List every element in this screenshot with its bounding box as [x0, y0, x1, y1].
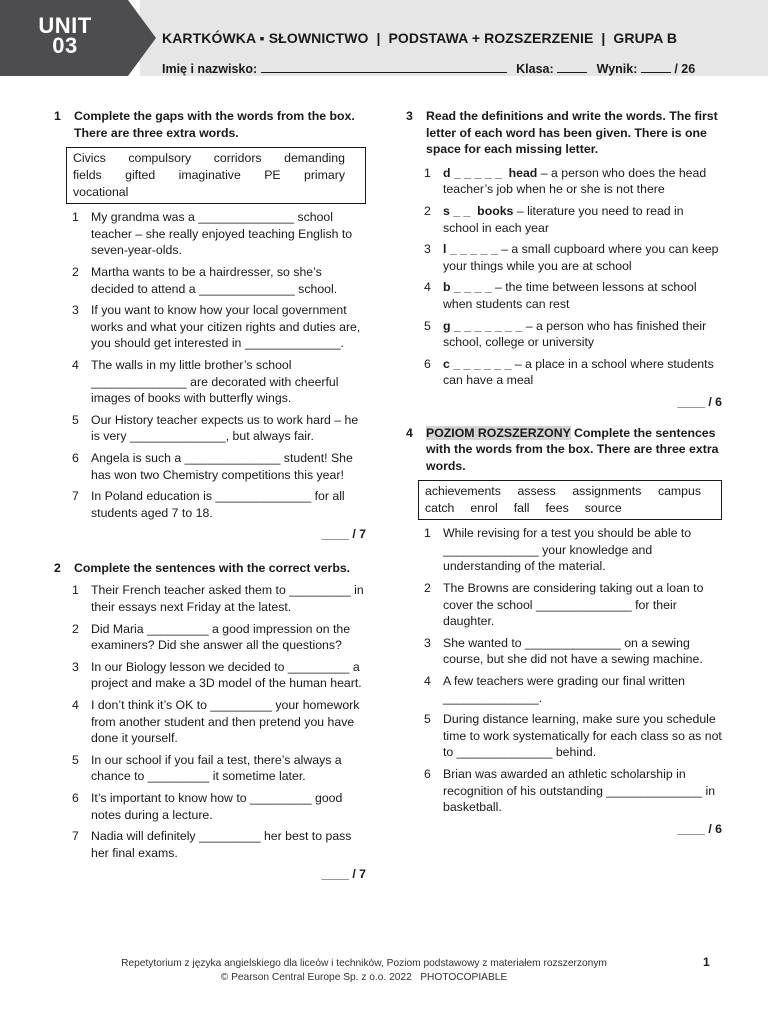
task-1-word-box	[66, 147, 366, 204]
class-label: Klasa:	[516, 62, 554, 76]
extended-level-badge: POZIOM ROZSZERZONY	[426, 425, 571, 440]
item-text: In Poland education is ______________ for all students aged 7 to 18.	[91, 489, 345, 520]
item-number: 5	[72, 752, 79, 767]
item-number: 2	[72, 621, 79, 636]
item-text: The Browns are considering taking out a loan to cover the school ______________ for their daughter.	[443, 581, 704, 629]
unit-label	[20, 13, 110, 58]
word-box-word: fields	[73, 168, 102, 183]
left-column	[54, 108, 366, 883]
task-4-instruction: Complete the sentences with the words from the box. There are three extra words.	[426, 425, 719, 473]
task-3-number: 3	[406, 109, 413, 123]
item-text: I don’t think it’s OK to _________ your homework from another student and then pretend you have done it yourself.	[91, 698, 360, 746]
exercise-item	[72, 209, 366, 259]
task-4-instruction-block	[426, 425, 722, 475]
item-text: She wanted to ______________ on a sewing course, but she did not have a sewing machine.	[443, 635, 703, 667]
word-box-word: fall	[513, 501, 530, 516]
task-4-score: ____ / 6	[677, 821, 722, 836]
word-box-word: primary	[303, 168, 345, 183]
task-4	[406, 425, 722, 838]
footer	[0, 957, 728, 985]
item-number: 4	[72, 357, 79, 372]
task-1-instruction: Complete the gaps with the words from the box. There are three extra words.	[74, 109, 355, 140]
worksheet-title: KARTKÓWKA ▪ SŁOWNICTWO | PODSTAWA + ROZSZERZENIE | GRUPA B	[162, 30, 678, 46]
word-box-word: enrol	[470, 501, 498, 516]
item-text: In our school if you fail a test, there’s always a chance to _________ it sometime later.	[91, 752, 342, 784]
exercise-item	[72, 752, 366, 785]
item-number: 1	[424, 165, 431, 180]
page-number: 1	[703, 955, 710, 969]
item-hint-word: s _ _ books	[443, 203, 514, 218]
task-2-instruction: Complete the sentences with the correct verbs.	[74, 560, 351, 575]
class-field[interactable]	[557, 61, 587, 73]
item-number: 1	[72, 583, 79, 598]
item-number: 3	[424, 242, 431, 257]
task-3-items	[406, 165, 722, 389]
item-number: 1	[424, 526, 431, 541]
item-number: 2	[424, 203, 431, 218]
item-number: 6	[72, 791, 79, 805]
exercise-item	[72, 412, 366, 445]
item-text: In our Biology lesson we decided to _________ a project and make a 3D model of the human heart.	[91, 659, 362, 691]
item-text: It’s important to know how to _________ good notes during a lecture.	[91, 791, 343, 822]
word-box-word: corridors	[213, 151, 262, 166]
task-1-items	[54, 209, 366, 521]
word-box-word: source	[584, 501, 622, 516]
item-number: 5	[72, 412, 79, 427]
exercise-item	[424, 766, 722, 816]
exercise-item	[424, 580, 722, 630]
word-box-word: demanding	[284, 151, 345, 166]
item-text: If you want to know how your local government works and what your citizen rights and duties are, you should get interested in ______________.	[91, 303, 361, 351]
unit-label-text: UNIT	[38, 13, 92, 38]
item-number: 2	[424, 581, 431, 596]
word-box-row	[73, 167, 359, 184]
item-text: My grandma was a ______________ school teacher – she really enjoyed teaching English to seven-year-olds.	[91, 210, 353, 258]
item-number: 7	[72, 829, 79, 844]
task-3-score: ____ / 6	[677, 394, 722, 409]
task-2-score: ____ / 7	[321, 867, 366, 882]
word-box-word: catch	[425, 501, 455, 516]
item-number: 6	[424, 767, 431, 781]
item-text: While revising for a test you should be able to ______________ your knowledge and understanding of the material.	[443, 526, 692, 574]
score-label: Wynik:	[596, 62, 638, 76]
task-4-items	[406, 525, 722, 816]
task-2-items	[54, 582, 366, 861]
item-definition: – the time between lessons at school when students can rest	[443, 280, 697, 311]
item-definition: – a person who does the head teacher’s job when he or she is not there	[443, 165, 707, 197]
item-number: 3	[72, 659, 79, 674]
exercise-item	[424, 241, 722, 274]
word-box-row	[73, 184, 359, 201]
exercise-item	[72, 582, 366, 615]
task-1-heading	[54, 108, 366, 141]
exercise-item	[424, 165, 722, 198]
item-definition: – a small cupboard where you can keep your things while you are at school	[443, 242, 719, 273]
word-box-word: PE	[264, 168, 281, 183]
exercise-item	[72, 488, 366, 521]
item-text	[443, 318, 722, 351]
word-box-word: assess	[517, 484, 556, 499]
exercise-item	[424, 203, 722, 236]
item-text	[443, 356, 722, 389]
word-box-row	[73, 150, 359, 167]
task-1-score: ____ / 7	[321, 527, 366, 542]
word-box-word: gifted	[125, 168, 156, 183]
item-hint-word: g _ _ _ _ _ _ _	[443, 318, 523, 333]
word-box-row	[425, 500, 715, 517]
item-definition: – a place in a school where students can have a meal	[443, 356, 714, 388]
exercise-item	[72, 450, 366, 483]
item-text	[443, 165, 722, 198]
item-text: A few teachers were grading our final written ______________.	[443, 674, 685, 705]
word-box-word: Civics	[73, 151, 106, 166]
task-2-heading	[54, 560, 366, 577]
item-text: During distance learning, make sure you schedule time to work systematically for each class so as not to ______________ behind.	[443, 712, 722, 760]
item-hint-word: d _ _ _ _ _ head	[443, 165, 538, 180]
item-text: Martha wants to be a hairdresser, so she’s decided to attend a ______________ school.	[91, 264, 338, 296]
task-4-heading	[406, 425, 722, 475]
item-number: 7	[72, 489, 79, 504]
exercise-item	[72, 659, 366, 692]
word-box-word: campus	[657, 484, 701, 499]
item-text: Did Maria _________ a good impression on the examiners? Did she answer all the questions?	[91, 621, 351, 653]
word-box-word: vocational	[73, 185, 129, 200]
word-box-row	[425, 483, 715, 500]
word-box-word: fees	[545, 501, 569, 516]
item-number: 3	[424, 635, 431, 650]
item-number: 4	[424, 674, 431, 689]
word-box-word: achievements	[425, 484, 501, 499]
item-number: 1	[72, 210, 79, 225]
exercise-item	[424, 279, 722, 312]
item-text	[443, 203, 722, 236]
item-hint-word: l _ _ _ _ _	[443, 242, 498, 257]
exercise-item	[72, 264, 366, 297]
exercise-item	[424, 711, 722, 761]
word-box-word: assignments	[572, 484, 642, 499]
item-definition: – a person who has finished their school, college or university	[443, 318, 707, 350]
task-2-number: 2	[54, 560, 61, 575]
item-hint-word: b _ _ _ _	[443, 280, 492, 295]
item-number: 6	[424, 356, 431, 371]
item-text: Our History teacher expects us to work hard – he is very ______________, but always fair.	[91, 412, 359, 444]
item-number: 5	[424, 712, 431, 727]
task-3-heading	[406, 108, 722, 158]
item-definition: – literature you need to read in school in each year	[443, 203, 684, 235]
exercise-item	[424, 356, 722, 389]
exercise-item	[424, 673, 722, 706]
exercise-item	[424, 635, 722, 668]
item-text: The walls in my little brother’s school ______________ are decorated with cheerful images of books with butterfly wings.	[91, 357, 339, 406]
unit-number: 03	[52, 33, 78, 58]
task-3	[406, 108, 722, 411]
exercise-item	[72, 357, 366, 407]
footer-line-2: © Pearson Central Europe Sp. z o.o. 2022 PHOTOCOPIABLE	[220, 972, 508, 983]
item-text: Brian was awarded an athletic scholarship in recognition of his outstanding ______________ in basketball.	[443, 767, 716, 815]
task-1	[54, 108, 366, 543]
name-field[interactable]	[261, 61, 507, 73]
item-text	[443, 241, 722, 274]
score-field[interactable]	[641, 61, 671, 73]
item-text	[443, 279, 722, 312]
exercise-item	[72, 621, 366, 654]
exercise-item	[72, 302, 366, 352]
item-number: 2	[72, 264, 79, 279]
footer-line-1: Repetytorium z języka angielskiego dla liceów i techników, Poziom podstawowy z materiałem rozszerzonym	[121, 958, 607, 969]
exercise-item	[72, 828, 366, 861]
item-number: 5	[424, 318, 431, 333]
item-number: 4	[72, 698, 79, 713]
task-4-number: 4	[406, 425, 413, 440]
item-hint-word: c _ _ _ _ _ _	[443, 356, 512, 371]
item-text: Angela is such a ______________ student! She has won two Chemistry competitions this year!	[91, 450, 353, 482]
score-total: / 26	[674, 62, 696, 76]
item-text: Nadia will definitely _________ her best to pass her final exams.	[91, 829, 352, 860]
word-box-word: compulsory	[128, 151, 192, 166]
exercise-item	[72, 697, 366, 747]
right-column	[406, 108, 722, 837]
item-text: Their French teacher asked them to _________ in their essays next Friday at the latest.	[91, 583, 364, 615]
word-box-word: imaginative	[178, 168, 241, 183]
task-2	[54, 560, 366, 883]
task-1-number: 1	[54, 109, 61, 123]
task-4-word-box	[418, 480, 722, 520]
item-number: 4	[424, 280, 431, 295]
exercise-item	[424, 525, 722, 575]
student-fields	[162, 61, 695, 76]
item-number: 3	[72, 303, 79, 318]
exercise-item	[424, 318, 722, 351]
item-number: 6	[72, 450, 79, 465]
task-3-instruction: Read the definitions and write the words. The first letter of each word has been given. There is one space for each missing letter.	[426, 109, 718, 157]
exercise-item	[72, 790, 366, 823]
name-label: Imię i nazwisko:	[162, 62, 258, 76]
